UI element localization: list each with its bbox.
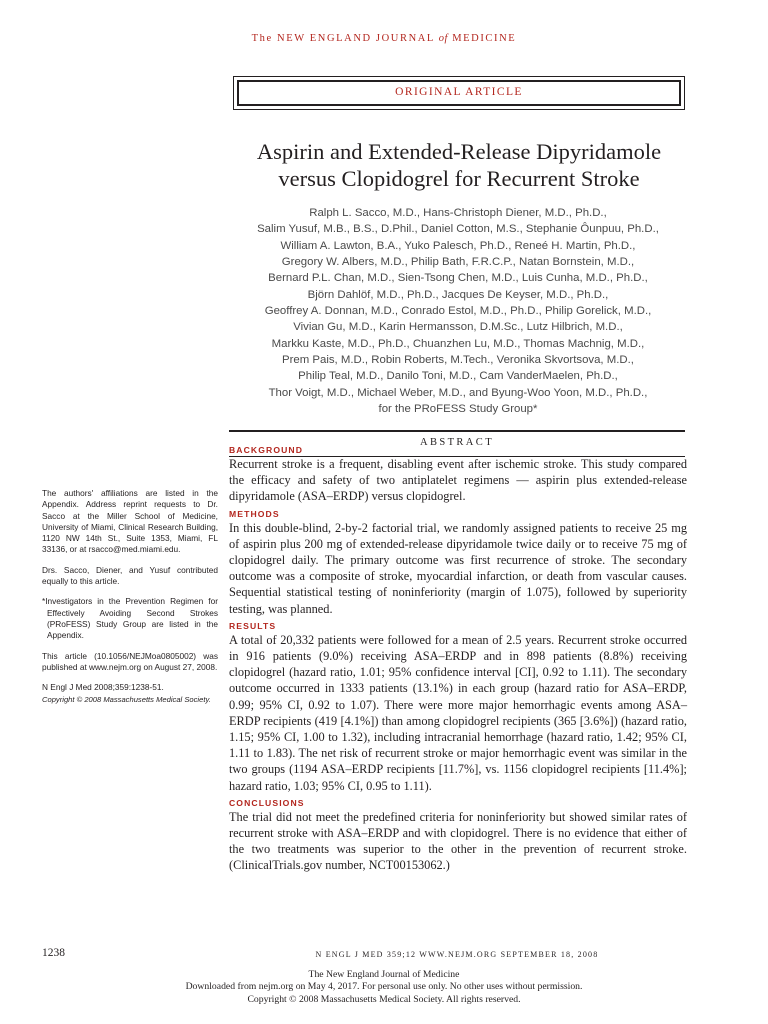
journal-header (0, 33, 768, 44)
author-line: Björn Dahlöf, M.D., Ph.D., Jacques De Keyser, M.D., Ph.D., (307, 288, 609, 301)
author-line: Vivian Gu, M.D., Karin Hermansson, D.M.Sc., Lutz Hilbrich, M.D., (293, 321, 623, 334)
download-footer (0, 969, 768, 1006)
abstract-body (229, 444, 687, 874)
page-number: 1238 (42, 947, 65, 959)
journal-name-part2: MEDICINE (447, 33, 517, 44)
author-line: Philip Teal, M.D., Danilo Toni, M.D., Cam VanderMaelen, Ph.D., (298, 370, 618, 383)
author-line: Thor Voigt, M.D., Michael Weber, M.D., and Byung-Woo Yoon, M.D., Ph.D., (268, 386, 648, 399)
author-line: Ralph L. Sacco, M.D., Hans-Christoph Diener, M.D., Ph.D., (309, 207, 607, 219)
section-text: In this double-blind, 2-by-2 factorial trial, we randomly assigned patients to receive 25 mg of aspirin plus 200 mg of extended-release dipyridamole twice daily or to receive 75 mg of clopidogrel daily. The primary outcome was first recurrence of stroke. The secondary outcome was a composite of stroke, myocardial infarction, or death from vascular causes. Sequential statistical testing of noninferiority (margin of 1.075), followed by superiority testing, was planned. (229, 520, 687, 616)
citation: N Engl J Med 2008;359:1238-51. (42, 682, 164, 693)
running-footer: N ENGL J MED 359;12 WWW.NEJM.ORG SEPTEMBER 18, 2008 (315, 950, 599, 959)
section-heading: CONCLUSIONS (229, 797, 305, 808)
study-group-note: *Investigators in the Prevention Regimen for Effectively Avoiding Second Strokes (PRoFESS) Study Group are listed in the Appendix. (42, 596, 218, 641)
abstract-section-conclusions (229, 797, 687, 874)
sidebar-notes (42, 488, 218, 715)
copyright-note: Copyright © 2008 Massachusetts Medical Society. (42, 695, 211, 705)
section-heading: BACKGROUND (229, 445, 304, 455)
title-line-2: versus Clopidogrel for Recurrent Stroke (278, 166, 640, 191)
article-title (230, 138, 688, 192)
abstract-section-methods (229, 508, 687, 617)
author-line: Geoffrey A. Donnan, M.D., Conrado Estol, M.D., Ph.D., Philip Gorelick, M.D., (264, 305, 652, 318)
author-line: Salim Yusuf, M.B., B.S., D.Phil., Daniel Cotton, M.S., Stephanie Ôunpuu, Ph.D., (257, 223, 659, 236)
author-line: Markku Kaste, M.D., Ph.D., Chuanzhen Lu, M.D., Thomas Machnig, M.D., (271, 337, 645, 350)
footer-copyright-line: Copyright © 2008 Massachusetts Medical Society. All rights reserved. (247, 993, 521, 1005)
footer-download-line: Downloaded from nejm.org on May 4, 2017. For personal use only. No other uses without permission. (185, 981, 583, 993)
author-line: William A. Lawton, B.A., Yuko Palesch, Ph.D., Reneé H. Martin, Ph.D., (280, 239, 636, 252)
abstract-heading: ABSTRACT (419, 437, 495, 448)
footer-journal-line: The New England Journal of Medicine (308, 969, 460, 980)
section-text: Recurrent stroke is a frequent, disabling event after ischemic stroke. This study compared the efficacy and safety of two antiplatelet regimens — aspirin plus extended-release dipyridamole (ASA–ERDP) versus clopidogrel. (229, 457, 687, 504)
article-type-label: ORIGINAL ARTICLE (395, 86, 523, 98)
abstract-rule-top (229, 430, 685, 432)
section-heading: METHODS (229, 508, 280, 519)
author-line: Prem Pais, M.D., Robin Roberts, M.Tech., Veronika Skvortsova, M.D., (282, 354, 634, 367)
journal-name-part1: The NEW ENGLAND JOURNAL (251, 33, 439, 44)
section-text: The trial did not meet the predefined criteria for noninferiority but showed similar rates of recurrent stroke with ASA–ERDP and with clopidogrel. There is no evidence that either of the two treatments was superior to the other in the prevention of recurrent stroke. (ClinicalTrials.gov number, NCT00153062.) (229, 809, 687, 873)
affiliations-note: The authors' affiliations are listed in the Appendix. Address reprint requests to Dr. Sacco at the Miller School of Medicine, University of Miami, Clinical Research Building, 1120 NW 14th St., Suite 1353, Miami, FL 33136, or at rsacco@med.miami.edu. (42, 488, 218, 555)
abstract-section-background (229, 444, 687, 505)
author-list (222, 205, 694, 417)
equal-contribution-note: Drs. Sacco, Diener, and Yusuf contributed equally to this article. (42, 564, 218, 587)
section-heading: RESULTS (229, 620, 277, 631)
author-line: Bernard P.L. Chan, M.D., Sien-Tsong Chen, M.D., Luis Cunha, M.D., Ph.D., (268, 272, 648, 285)
author-line: Gregory W. Albers, M.D., Philip Bath, F.R.C.P., Natan Bornstein, M.D., (281, 256, 635, 269)
publication-note: This article (10.1056/NEJMoa0805002) was published at www.nejm.org on August 27, 2008. (42, 650, 218, 672)
journal-name-of: of (438, 33, 448, 44)
section-text: A total of 20,332 patients were followed for a mean of 2.5 years. Recurrent stroke occurred in 916 patients (9.0%) receiving ASA–ERDP and in 898 patients (8.8%) receiving clopidogrel (hazard ratio, 1.01; 95% confidence interval [CI], 0.92 to 1.11). The secondary outcome occurred in 1333 patients (13.1%) in each group (hazard ratio for ASA–ERDP, 0.99; 95% CI, 0.92 to 1.07). There were more major hemorrhagic events among ASA–ERDP recipients (419 [4.1%]) than among clopidogrel recipients (365 [3.6%]) (hazard ratio, 1.15; 95% CI, 1.00 to 1.32), including intracranial hemorrhage (hazard ratio, 1.42; 95% CI, 1.11 to 1.83). The net risk of recurrent stroke or major hemorrhagic event was similar in the two groups (1194 ASA–ERDP recipients [11.7%], vs. 1156 clopidogrel recipients [11.4%]; hazard ratio, 1.03; 95% CI, 0.95 to 1.11). (229, 632, 687, 793)
author-line: for the PRoFESS Study Group* (378, 403, 538, 416)
abstract-section-results (229, 620, 687, 794)
title-line-1: Aspirin and Extended-Release Dipyridamole (256, 139, 662, 164)
